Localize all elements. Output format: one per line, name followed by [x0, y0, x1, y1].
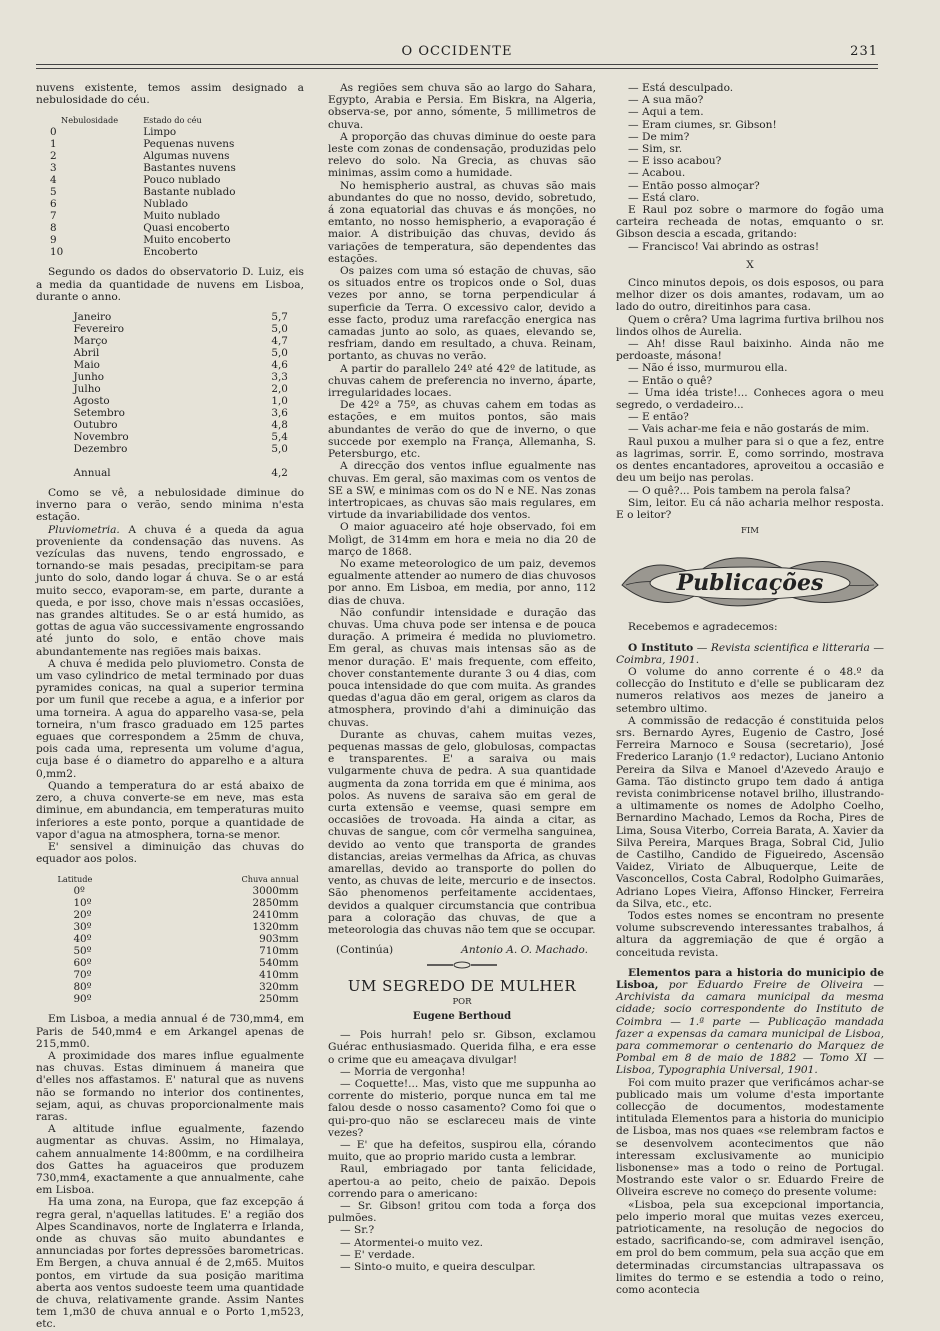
month-value: 3,3 — [271, 371, 288, 384]
story-author: Eugene Berthoud — [412, 1011, 512, 1023]
table-row — [36, 186, 304, 198]
paragraph: — E então? — [628, 411, 689, 424]
paragraph: — O quê?... Pois tambem na perola falsa? — [628, 484, 851, 497]
paragraph: Quando a temperatura do ar está abaixo de zero, a chuva converte-se em neve, mas esta diminue, em abundancia, em temperaturas muito inferiores a este ponto, porque a quantidade de vapor d'agua na atmosphera, torna-se menor. — [36, 779, 304, 841]
latitude-value: 90º — [73, 993, 92, 1006]
sky-state: Quasi encoberto — [143, 222, 230, 235]
table-row — [57, 981, 298, 993]
table-row — [74, 347, 288, 359]
sky-state: Limpo — [143, 126, 177, 139]
month-label: Julho — [73, 383, 101, 396]
paragraph: Segundo os dados do observatorio D. Luiz, eis a media da quantidade de nuvens em Lisboa, durante o anno. — [36, 266, 304, 303]
nebulosity-value: 3 — [50, 162, 57, 175]
table-row — [36, 174, 304, 186]
table-row — [36, 138, 304, 150]
month-label: Novembro — [73, 431, 129, 444]
month-value: 5,4 — [271, 431, 288, 444]
latitude-value: 30º — [73, 921, 92, 934]
dialogue-line: — Está claro. — [628, 191, 700, 204]
paragraph: Os paizes com uma só estação de chuvas, são os situados entre os tropicos onde o Sol, duas vezes por anno, se torna perpendicular á superficie da Terra. O excessivo calor, devido a esse facto, produz uma rarefacção energica nas camadas junto ao solo, as quaes, elevando se, resfriam, dando em resultado, a chuva. Reinam, portanto, as chuvas no verão. — [328, 265, 596, 363]
latitude-table — [57, 873, 298, 1005]
paragraph — [616, 642, 884, 666]
month-value: 4,6 — [271, 359, 288, 372]
month-value: 5,0 — [271, 443, 288, 456]
dialogue-line: — A sua mão? — [628, 94, 704, 107]
table-row — [74, 443, 288, 455]
paragraph-text: A chuva é a queda da agua proveniente da condensação das nuvens. As vezículas das nuvens, tendo engrossado, e tornando-se mais pesadas, precipitam-se para junto do solo, dando logar á chuva. Se o ar está muito secco, evaporam-se, em parte, durante a queda, e por isso, chove mais n'essas occasiões, nas grandes altitudes. Se o ar está humido, as gottas de agua vão successivamente engrossando até junto do solo, e então chove mais abundantemente nas regiões mais baixas. — [36, 523, 304, 658]
table-row — [57, 933, 298, 945]
paragraph: Cinco minutos depois, os dois esposos, ou para melhor dizer os dois amantes, rodavam, um ao lado do outro, direitinhos para casa. — [616, 277, 884, 314]
table-row — [36, 246, 304, 258]
ornament-divider — [328, 960, 596, 973]
paragraph: Em Lisboa, a media annual é de 730,mm4, em Paris de 540,mm4 e em Arkangel apenas de 215,mm0. — [36, 1013, 304, 1050]
table-row — [36, 234, 304, 246]
table-row — [74, 467, 288, 479]
paragraph — [616, 967, 884, 1077]
table-row — [74, 419, 288, 431]
rain-value: 250mm — [259, 993, 299, 1006]
table-row — [57, 885, 298, 897]
sky-state: Nublado — [143, 198, 189, 211]
banner-title: Publicações — [676, 570, 824, 597]
month-label: Setembro — [73, 407, 125, 420]
journal-title: O OCCIDENTE — [401, 44, 513, 59]
month-table — [74, 311, 288, 479]
table-row — [57, 993, 298, 1005]
dialogue-line: — Então posso almoçar? — [628, 179, 760, 192]
month-label: Maio — [73, 359, 100, 372]
paragraph: Raul puxou a mulher para si o que a fez, entre as lagrimas, sorrir. E, como sorrindo, mostrava os dentes encantadores, aproveitou a occasião e deu um beijo nas perolas. — [616, 435, 884, 485]
header-rule — [36, 64, 878, 65]
paragraph: No exame meteorologico de um paiz, devemos egualmente attender ao numero de dias chuvosos por anno. Em Lisboa, em media, por anno, 112 dias de chuva. — [328, 557, 596, 607]
dialogue-line: — Está desculpado. — [628, 82, 734, 94]
paragraph: A direcção dos ventos influe egualmente nas chuvas. Em geral, são maximas com os ventos de SE a SW, e minimas com os do N e NE. Nas zonas intertropicaes, as chuvas são mais regulares, em virtude da invariabilidade dos ventos. — [328, 460, 596, 522]
sky-state: Encoberto — [143, 246, 198, 259]
entry-title: Elementos para a historia do municipio de Lisboa, — [616, 966, 884, 991]
paragraph: A commissão de redacção é constituida pelos srs. Bernardo Ayres, Eugenio de Castro, José Ferreira Marnoco e Sousa (secretario), José Frederico Laranjo (1.º redactor), Luciano Antonio Pereira da Silva e Manoel d'Azevedo Araujo e Gama. Tão distincto grupo tem dado á antiga revista conimbricense notavel brilho, illustrando-a ultimamente os nomes de Adolpho Coelho, Bernardino Machado, Lemos da Rocha, Pires de Lima, Sousa Viterbo, Correia Barata, A. Xavier da Silva Pereira, Marques Braga, Sobral Cid, Julio de Castilho, Candido de Figueiredo, Ascensão Vaidez, Viriato de Albuquerque, Leite de Vasconcellos, Costa Cabral, Rodolpho Guimarães, Adriano Lopes Vieira, Affonso Hincker, Ferreira da Silva, etc., etc. — [616, 714, 884, 910]
table-row — [74, 335, 288, 347]
paragraph: «Lisboa, pela sua excepcional importancia, pelo imperio moral que muitas vezes exerceu, patrioticamente, na resolução de negocios do estado, sacrificando-se, com admiravel isenção, em prol do bem commum, pela sua acção que em determinadas circumstancias ultrapassava os limites do termo e se estendia a todo o reino, como acontecia — [616, 1198, 884, 1297]
page-header — [36, 44, 878, 58]
table-row — [36, 210, 304, 222]
publicacoes-banner — [616, 545, 884, 615]
dialogue-line: Raul, embriagado por tanta felicidade, apertou-a ao peito, cheio de paixão. Depois correndo para o americano: — [328, 1163, 596, 1200]
dialogue-line: — Sr. Gibson! gritou com toda a força dos pulmões. — [328, 1200, 596, 1225]
rain-value: 410mm — [259, 969, 299, 982]
paragraph: Não confundir intensidade e duração das chuvas. Uma chuva pode ser intensa e de pouca duração. A primeira é medida no pluviometro. Em geral, as chuvas mais intensas são as de menor duração. E' mais frequente, com effeito, chover constantemente durante 3 ou 4 dias, com pouca intensidade do que com muita. As grandes quedas d'agua dão em geral, origem as claros da atmosphera, provindo d'ahi a diminuição das chuvas. — [328, 606, 596, 729]
rain-value: 903mm — [259, 933, 299, 946]
dialogue-line: — Sr.? — [340, 1224, 375, 1237]
latitude-value: 80º — [73, 981, 92, 994]
paragraph: Ha uma zona, na Europa, que faz excepção á regra geral, n'aquellas latitudes. E' a região dos Alpes Scandinavos, norte de Inglaterra e Irlanda, onde as chuvas são muito abundantes e annunciadas por fortes depressões barometricas. Em Bergen, a chuva annual é de 2,m65. Muitos pontos, em virtude da sua posição maritima aberta aos ventos sudoeste teem uma quantidade de chuva, relativamente grande. Assim Nantes tem 1,m30 de chuva annual e o Porto 1,m523, etc. — [36, 1196, 304, 1331]
dialogue-line: — Morria de vergonha! — [340, 1065, 466, 1078]
month-label: Janeiro — [73, 311, 112, 324]
rain-value: 3000mm — [252, 885, 299, 898]
paragraph: Foi com muito prazer que verificámos achar-se publicado mais um volume d'esta importante collecção de documentos, modestamente intitulada Elementos para a historia do municipio de Lisboa, mas nos quaes «se relembram factos e se desenvolvem acontecimentos que não interessam exclusivamente ao municipio lisbonense» mas a todo o reino de Portugal. Mostrando este valor o sr. Eduardo Freire de Oliveira escreve no começo do presente volume: — [616, 1076, 884, 1199]
month-label: Fevereiro — [73, 323, 124, 336]
nebulosity-value: 2 — [50, 150, 57, 163]
paragraph: Todos estes nomes se encontram no presente volume subscrevendo interessantes trabalhos, á altura da aggremiação de que é orgão a conceituda revista. — [616, 909, 884, 959]
table-header: Chuva annual — [241, 874, 299, 885]
table-row — [74, 323, 288, 335]
latitude-value: 0º — [73, 885, 85, 898]
month-value: 5,0 — [271, 323, 288, 336]
rain-value: 2850mm — [252, 897, 299, 910]
dialogue-line: — De mim? — [628, 130, 690, 143]
rain-value: 1320mm — [252, 921, 299, 934]
table-row — [36, 222, 304, 234]
column-2 — [328, 82, 596, 1273]
paragraph: Quem o crêra? Uma lagrima furtiva brilhou nos lindos olhos de Aurelia. — [616, 313, 884, 338]
table-row — [57, 909, 298, 921]
nebulosity-value: 4 — [50, 174, 57, 187]
nebulosity-value: 7 — [50, 210, 57, 223]
entry-subtitle: — Revista scientifica e litteraria — Coimbra, 1901. — [616, 641, 885, 666]
cloud-table — [36, 114, 304, 258]
entry-subtitle: por Eduardo Freire de Oliveira — Archivista da camara municipal da mesma cidade; socio correspondente do Instituto de Coimbra — 1.ª parte — Publicação mandada fazer a expensas da camara municipal de Lisboa, para commemorar o centenario do Marquez de Pombal em 8 de maio de 1882 — Tomo XI — Lisboa, Typographia Universal, 1901. — [616, 979, 884, 1077]
dialogue-line: — Sinto-o muito, e queira desculpar. — [340, 1261, 536, 1274]
paragraph: No hemispherio austral, as chuvas são mais abundantes do que no nosso, devido, sobretudo, á zona equatorial das chuvas e ás monções, no emtanto, no nosso hemispherio, a evaporação é maior. A distribuição das chuvas, devido ás variações de temperatura, são dependentes das estações. — [328, 179, 596, 265]
dialogue-line: — E' que ha defeitos, suspirou ella, córando muito, que ao proprio marido custa a lembrar. — [328, 1139, 596, 1164]
nebulosity-value: 5 — [50, 186, 57, 199]
dialogue-line: — Eram ciumes, sr. Gibson! — [628, 118, 777, 131]
paragraph: O volume do anno corrente é o 48.º da collecção do Instituto e d'elle se publicaram dez numeros relativos aos mezes de janeiro a setembro ultimo. — [616, 665, 884, 715]
story-title: UM SEGREDO DE MULHER — [347, 976, 577, 995]
sky-state: Bastantes nuvens — [143, 162, 236, 175]
month-value: 1,0 — [271, 395, 288, 408]
paragraph — [36, 524, 304, 658]
table-row — [74, 383, 288, 395]
paragraph: A proximidade dos mares influe egualmente nas chuvas. Estas diminuem á maneira que d'elles nos affastamos. E' natural que as nuvens não se formando no interior dos continentes, sejam, aqui, as chuvas proporcionalmente mais raras. — [36, 1049, 304, 1123]
dialogue-line: — Pois hurrah! pelo sr. Gibson, exclamou Guérac enthusiasmado. Querida filha, e era esse o crime que eu ameaçava divulgar! — [328, 1029, 596, 1066]
paragraph: As regiões sem chuva são ao largo do Sahara, Egypto, Arabia e Persia. Em Biskra, na Algeria, observa-se, por anno, sómente, 5 millimetros de chuva. — [328, 82, 596, 131]
article-signature — [328, 944, 596, 956]
latitude-value: 20º — [73, 909, 92, 922]
month-label: Junho — [73, 371, 105, 384]
latitude-value: 10º — [73, 897, 92, 910]
sky-state: Algumas nuvens — [143, 150, 230, 163]
dialogue-line: — Sim, sr. — [628, 143, 683, 156]
dialogue-line: — Atormentei-o muito vez. — [340, 1236, 483, 1249]
month-label: Outubro — [73, 419, 118, 432]
paragraph: nuvens existente, temos assim designado a nebulosidade do céu. — [36, 82, 304, 107]
table-row — [74, 371, 288, 383]
paragraph: O maior aguaceiro até hoje observado, foi em Molìgt, de 314mm em hora e meia no dia 20 de março de 1868. — [328, 521, 596, 558]
table-row — [74, 359, 288, 371]
sky-state: Muito encoberto — [143, 234, 231, 247]
fim-label: FIM — [741, 526, 759, 537]
nebulosity-value: 0 — [50, 126, 57, 139]
month-value: 4,8 — [271, 419, 288, 432]
paragraph: Durante as chuvas, cahem muitas vezes, pequenas massas de gelo, globulosas, compactas e transparentes. E' a saraiva ou mais vulgarmente chuva de pedra. A sua quantidade augmenta da zona torrida em que é minima, aos polos. As nuvens de saraiva são em geral de curta extensão e veemse, quasi sempre em occasiões de trovoada. Ha ainda a citar, as chuvas de sangue, com côr vermelha sanguinea, devido ao vento que transporta de grandes distancias, areias vermelhas da Africa, as chuvas amarellas, devido ao transporte do pollen do vento, as chuvas de leite, mercurio e de insectos. São phenomenos perfeitamente accidentaes, devidos a qualquer circumstancia que contribua para a coloração das chuvas, de que a meteorologia das chuvas não tem que se occupar. — [328, 728, 596, 937]
dialogue-line: — E' verdade. — [340, 1248, 415, 1261]
paragraph: A proporção das chuvas diminue do oeste para leste com zonas de condensação, produzidas pelo relevo do solo. Na Grecia, as chuvas são minimas, assim como a humidade. — [328, 130, 596, 180]
paragraph: Como se vê, a nebulosidade diminue do inverno para o verão, sendo minima n'esta estação. — [36, 487, 304, 524]
dialogue-line: — E isso acabou? — [628, 155, 722, 168]
month-value: 5,0 — [271, 347, 288, 360]
dialogue-line: — Coquette!... Mas, visto que me suppunha ao corrente do misterio, porque nunca em tal me falou desde o nosso casamento? Como foi que o qui-pro-quo não se esclareceu mais de vinte vezes? — [328, 1078, 596, 1139]
month-label: Agosto — [73, 395, 110, 408]
table-row — [57, 921, 298, 933]
latitude-value: 60º — [73, 957, 92, 970]
paragraph: A partir do parallelo 24º até 42º de latitude, as chuvas cahem de preferencia no inverno, áparte, irregularidades locaes. — [328, 362, 596, 400]
paragraph: — Vais achar-me feia e não gostarás de mim. — [628, 423, 870, 436]
section-title: Pluviometria. — [48, 523, 120, 536]
month-value: 4,2 — [271, 467, 288, 480]
paragraph: — Não é isso, murmurou ella. — [628, 362, 788, 375]
latitude-value: 50º — [73, 945, 92, 958]
rain-value: 320mm — [259, 981, 299, 994]
nebulosity-value: 9 — [50, 234, 57, 247]
paragraph: Sim, leitor. Eu cá não acharia melhor resposta. E o leitor? — [616, 496, 884, 521]
table-row — [57, 897, 298, 909]
story-por: POR — [452, 996, 472, 1007]
month-value: 3,6 — [271, 407, 288, 420]
rain-value: 710mm — [259, 945, 299, 958]
page-number: 231 — [850, 44, 878, 59]
month-label: Dezembro — [73, 443, 128, 456]
table-row — [36, 162, 304, 174]
month-value: 4,7 — [271, 335, 288, 348]
continua-label: (Continúa) — [336, 944, 394, 957]
rain-value: 540mm — [259, 957, 299, 970]
sky-state: Pequenas nuvens — [143, 138, 235, 151]
column-1 — [36, 82, 304, 1331]
column-3 — [616, 82, 884, 1296]
paragraph: Recebemos e agradecemos: — [628, 621, 778, 634]
month-label: Março — [73, 335, 108, 348]
latitude-value: 40º — [73, 933, 92, 946]
dialogue-line: — Acabou. — [628, 167, 686, 180]
paragraph: De 42º a 75º, as chuvas cahem em todas as estações, e em muitos pontos, são mais abundantes de verão do que de inverno, o que succede por exemplo na França, Allemanha, S. Petersburgo, etc. — [328, 399, 596, 461]
table-row — [36, 198, 304, 210]
nebulosity-value: 1 — [50, 138, 57, 151]
author-name: Antonio A. O. Machado. — [461, 944, 588, 957]
table-row — [74, 407, 288, 419]
table-header: Nebulosidade — [61, 115, 119, 126]
paragraph: A altitude influe egualmente, fazendo augmentar as chuvas. Assim, no Himalaya, cahem annualmente 14:800mm, e na cordilheira dos Gattes ha aguaceiros que produzem 730,mm4, exactamente a que annualmente, cahe em Lisboa. — [36, 1123, 304, 1197]
paragraph: E' sensivel a diminuição das chuvas do equador aos polos. — [36, 840, 304, 866]
month-value: 5,7 — [271, 311, 288, 324]
table-header: Estado do céu — [143, 115, 202, 126]
table-row — [74, 431, 288, 443]
table-row — [57, 945, 298, 957]
chapter-number: X — [746, 258, 754, 271]
sky-state: Bastante nublado — [143, 186, 236, 199]
paragraph: — Francisco! Vai abrindo as ostras! — [628, 240, 820, 253]
month-label: Annual — [73, 467, 111, 480]
table-header: Latitude — [57, 874, 93, 885]
entry-title: O Instituto — [628, 641, 694, 654]
nebulosity-value: 8 — [50, 222, 57, 235]
header-rule-2 — [36, 68, 878, 69]
table-row — [36, 126, 304, 138]
paragraph: — Uma idéa triste!... Conheces agora o meu segredo, o verdadeiro... — [616, 386, 884, 412]
table-row — [57, 957, 298, 969]
paragraph: — Então o quê? — [628, 374, 713, 387]
table-row — [57, 969, 298, 981]
dialogue-line: — Aqui a tem. — [628, 106, 704, 119]
sky-state: Pouco nublado — [143, 174, 221, 187]
paragraph: A chuva é medida pelo pluviometro. Consta de um vaso cylindrico de metal terminado por duas pyramides conicas, na qual a superior termina por um funil que recebe a agua, e a inferior por uma torneira. A agua do apparelho vasa-se, pela torneira, n'um frasco graduado em 125 partes eguaes que correspondem a 25mm de chuva, pois cada uma, representa um volume d'agua, cuja base é o diametro do apparelho e a altura 0,mm2. — [36, 657, 304, 780]
table-row — [74, 311, 288, 323]
paragraph: E Raul poz sobre o marmore do fogão uma carteira recheada de notas, emquanto o sr. Gibson descia a escada, gritando: — [616, 204, 884, 241]
nebulosity-value: 6 — [50, 198, 57, 211]
month-value: 2,0 — [271, 383, 288, 396]
rain-value: 2410mm — [252, 909, 299, 922]
sky-state: Muito nublado — [143, 210, 221, 223]
paragraph: — Ah! disse Raul baixinho. Ainda não me perdoaste, másona! — [616, 338, 884, 363]
table-row — [74, 395, 288, 407]
month-label: Abril — [73, 347, 100, 360]
latitude-value: 70º — [73, 969, 92, 982]
table-row — [36, 150, 304, 162]
nebulosity-value: 10 — [50, 246, 64, 259]
